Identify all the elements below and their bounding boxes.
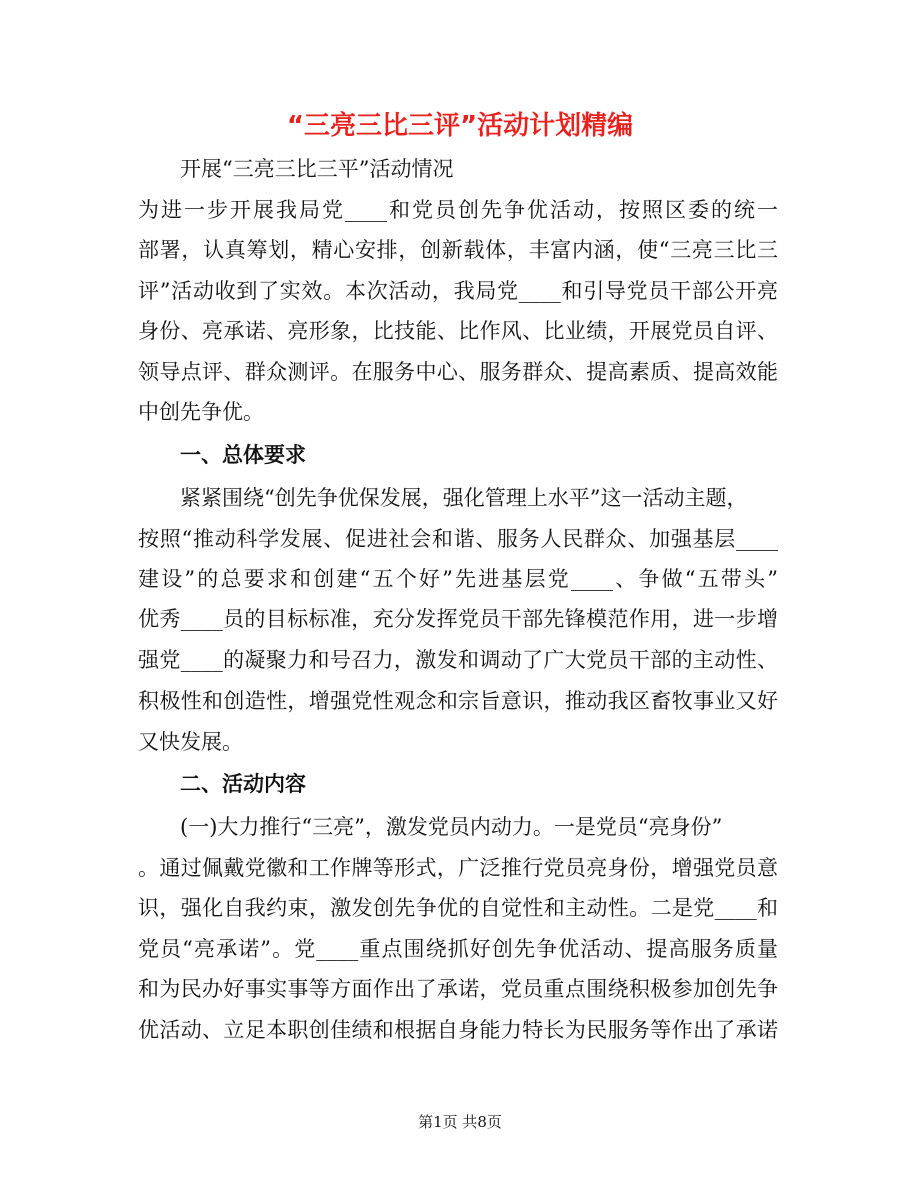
paragraph-line: 又快发展。: [138, 730, 243, 754]
paragraph-line: 为进一步开展我局党____和党员创先争优活动，按照区委的统一: [138, 198, 778, 222]
paragraph-line: 身份、亮承诺、亮形象，比技能、比作风、比业绩，开展党员自评、: [138, 319, 778, 343]
section-heading: 一、总体要求: [180, 443, 306, 467]
paragraph-line: 优秀____员的目标标准，充分发挥党员干部先锋模范作用，进一步增: [138, 607, 778, 631]
paragraph-line: 积极性和创造性，增强党性观念和宗旨意识，推动我区畜牧事业又好: [138, 689, 778, 713]
paragraph-line: 部署，认真筹划，精心安排，创新载体，丰富内涵，使“三亮三比三: [138, 238, 778, 262]
paragraph-line: 建设”的总要求和创建“五个好”先进基层党____、争做“五带头”: [138, 567, 778, 591]
paragraph-line: 。通过佩戴党徽和工作牌等形式，广泛推行党员亮身份，增强党员意: [138, 856, 778, 880]
paragraph-line: 按照“推动科学发展、促进社会和谐、服务人民群众、加强基层____: [138, 527, 778, 551]
paragraph-line: 紧紧围绕“创先争优保发展，强化管理上水平”这一活动主题，: [180, 486, 748, 510]
paragraph-line: (一)大力推行“三亮”，激发党员内动力。一是党员“亮身份”: [180, 815, 723, 839]
paragraph-line: 强党____的凝聚力和号召力，激发和调动了广大党员干部的主动性、: [138, 648, 778, 672]
paragraph-line: 领导点评、群众测评。在服务中心、服务群众、提高素质、提高效能: [138, 360, 778, 384]
paragraph-line: 优活动、立足本职创佳绩和根据自身能力特长为民服务等作出了承诺: [138, 1018, 778, 1042]
document-title: “三亮三比三评”活动计划精编: [286, 111, 634, 141]
paragraph-line: 中创先争优。: [138, 400, 264, 424]
paragraph-line: 和为民办好事实事等方面作出了承诺，党员重点围绕积极参加创先争: [138, 977, 778, 1001]
subtitle-line: 开展“三亮三比三平”活动情况: [180, 157, 454, 181]
paragraph-line: 党员“亮承诺”。党____重点围绕抓好创先争优活动、提高服务质量: [138, 937, 778, 961]
paragraph-line: 识，强化自我约束，激发创先争优的自觉性和主动性。二是党____和: [138, 896, 778, 920]
paragraph-line: 评”活动收到了实效。本次活动，我局党____和引导党员干部公开亮: [138, 279, 778, 303]
section-heading: 二、活动内容: [180, 772, 306, 796]
page-number: 第1页 共8页: [418, 1113, 502, 1131]
